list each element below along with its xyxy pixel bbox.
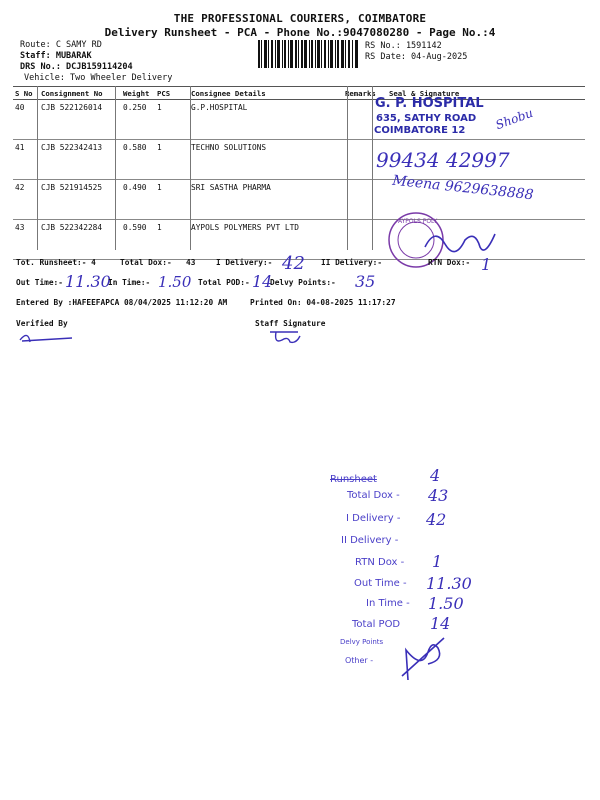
summary-label-delvy-points: Delvy Points bbox=[340, 638, 384, 646]
out-time-value: 11.30 bbox=[65, 272, 111, 291]
column-divider bbox=[347, 86, 348, 250]
col-weight: Weight bbox=[121, 87, 155, 100]
hospital-stamp-address: 635, SATHY ROAD bbox=[376, 113, 477, 124]
i-delivery-label: I Delivery:- bbox=[216, 258, 273, 267]
summary-value-total-dox: 43 bbox=[428, 486, 449, 505]
cell-consignment: CJB 522342284 bbox=[39, 220, 121, 260]
cell-consignee: G.P.HOSPITAL bbox=[189, 100, 343, 140]
summary-value-i-delivery: 42 bbox=[426, 510, 447, 529]
ii-delivery-label: II Delivery:- bbox=[321, 258, 383, 267]
staff-signature-label: Staff Signature bbox=[255, 319, 326, 328]
total-dox-label: Total Dox:- bbox=[120, 258, 172, 267]
summary-label-total-pod: Total POD bbox=[352, 619, 401, 630]
hospital-stamp-city: COIMBATORE 12 bbox=[374, 125, 466, 136]
row1-signature: Shobu bbox=[493, 105, 535, 133]
cell-sno: 41 bbox=[13, 140, 39, 180]
cell-pcs: 1 bbox=[155, 180, 189, 220]
col-pcs: PCS bbox=[155, 87, 189, 100]
row2-handwritten-phone: 99434 42997 bbox=[376, 148, 510, 172]
summary-value-out-time: 11.30 bbox=[426, 574, 472, 593]
column-divider bbox=[37, 86, 38, 250]
summary-value-rtn-dox: 1 bbox=[432, 552, 443, 571]
drs-no-text: DRS No.: DCJB159114204 bbox=[20, 62, 133, 72]
cell-pcs: 1 bbox=[155, 100, 189, 140]
table-header-row bbox=[13, 87, 585, 100]
summary-value-in-time: 1.50 bbox=[428, 594, 464, 613]
cell-consignment: CJB 522342413 bbox=[39, 140, 121, 180]
col-sno: S No bbox=[13, 87, 39, 100]
rtn-dox-label: RTN Dox:- bbox=[428, 258, 471, 267]
in-time-label: In Time:- bbox=[108, 278, 151, 287]
staff-signature-scribble bbox=[268, 328, 304, 346]
col-remarks: Remarks bbox=[343, 87, 387, 100]
cell-sno: 40 bbox=[13, 100, 39, 140]
row3-handwritten-contact: Meena 9629638888 bbox=[391, 172, 535, 204]
col-seal-signature: Seal & Signature bbox=[387, 87, 585, 100]
col-consignment: Consignment No bbox=[39, 87, 121, 100]
cell-weight: 0.250 bbox=[121, 100, 155, 140]
summary-label-in-time: In Time - bbox=[366, 598, 410, 609]
cell-consignment: CJB 521914525 bbox=[39, 180, 121, 220]
verified-by-label: Verified By bbox=[16, 319, 68, 328]
summary-value-total-pod: 14 bbox=[430, 614, 451, 633]
entered-by-text: Entered By :HAFEEFAPCA 08/04/2025 11:12:20 AM bbox=[16, 298, 228, 307]
summary-label-ii-delivery: II Delivery - bbox=[341, 535, 399, 546]
column-divider bbox=[190, 86, 191, 250]
cell-remarks bbox=[343, 220, 387, 260]
cell-consignee: AYPOLS POLYMERS PVT LTD bbox=[189, 220, 343, 260]
summary-signature-scribble bbox=[398, 630, 448, 684]
cell-consignment: CJB 522126014 bbox=[39, 100, 121, 140]
cell-weight: 0.490 bbox=[121, 180, 155, 220]
column-divider bbox=[372, 86, 373, 250]
column-divider bbox=[115, 86, 116, 250]
cell-pcs: 1 bbox=[155, 220, 189, 260]
tot-runsheet: Tot. Runsheet:- 4 bbox=[16, 258, 96, 267]
cell-remarks bbox=[343, 180, 387, 220]
verified-signature-scribble bbox=[18, 328, 74, 344]
cell-weight: 0.590 bbox=[121, 220, 155, 260]
summary-label-total-dox: Total Dox - bbox=[347, 490, 400, 501]
hospital-stamp-name: G. P. HOSPITAL bbox=[375, 96, 484, 111]
cell-consignee: SRI SASTHA PHARMA bbox=[189, 180, 343, 220]
summary-value-runsheet: 4 bbox=[430, 466, 441, 485]
rtn-dox-value: 1 bbox=[481, 255, 492, 274]
in-time-value: 1.50 bbox=[158, 273, 192, 291]
i-delivery-value: 42 bbox=[282, 253, 305, 274]
barcode bbox=[258, 40, 358, 68]
summary-label-runsheet: Runsheet bbox=[330, 474, 377, 485]
col-consignee: Consignee Details bbox=[189, 87, 343, 100]
cell-consignee: TECHNO SOLUTIONS bbox=[189, 140, 343, 180]
total-pod-value: 14 bbox=[252, 272, 273, 291]
summary-label-rtn-dox: RTN Dox - bbox=[355, 557, 405, 568]
total-dox-value: 43 bbox=[186, 258, 196, 267]
route-text: Route: C SAMY RD bbox=[20, 40, 102, 50]
cell-sno: 43 bbox=[13, 220, 39, 260]
delvy-points-label: Delvy Points:- bbox=[270, 278, 336, 287]
summary-label-i-delivery: I Delivery - bbox=[346, 513, 401, 524]
rs-no-text: RS No.: 1591142 bbox=[365, 41, 442, 51]
staff-text: Staff: MUBARAK bbox=[20, 51, 92, 61]
rs-date-text: RS Date: 04-Aug-2025 bbox=[365, 52, 468, 62]
summary-label-out-time: Out Time - bbox=[354, 578, 407, 589]
delvy-points-value: 35 bbox=[355, 272, 376, 291]
seal-text: AYPOLS POLY bbox=[398, 218, 438, 225]
company-title: THE PROFESSIONAL COURIERS, COIMBATORE bbox=[173, 12, 427, 25]
runsheet-subtitle: Delivery Runsheet - PCA - Phone No.:9047080280 - Page No.:4 bbox=[104, 26, 496, 39]
cell-sno: 42 bbox=[13, 180, 39, 220]
cell-weight: 0.580 bbox=[121, 140, 155, 180]
vehicle-text: Vehicle: Two Wheeler Delivery bbox=[24, 73, 173, 83]
out-time-label: Out Time:- bbox=[16, 278, 63, 287]
printed-on-text: Printed On: 04-08-2025 11:17:27 bbox=[250, 298, 396, 307]
summary-label-other: Other - bbox=[345, 656, 374, 665]
total-pod-label: Total POD:- bbox=[198, 278, 250, 287]
cell-pcs: 1 bbox=[155, 140, 189, 180]
